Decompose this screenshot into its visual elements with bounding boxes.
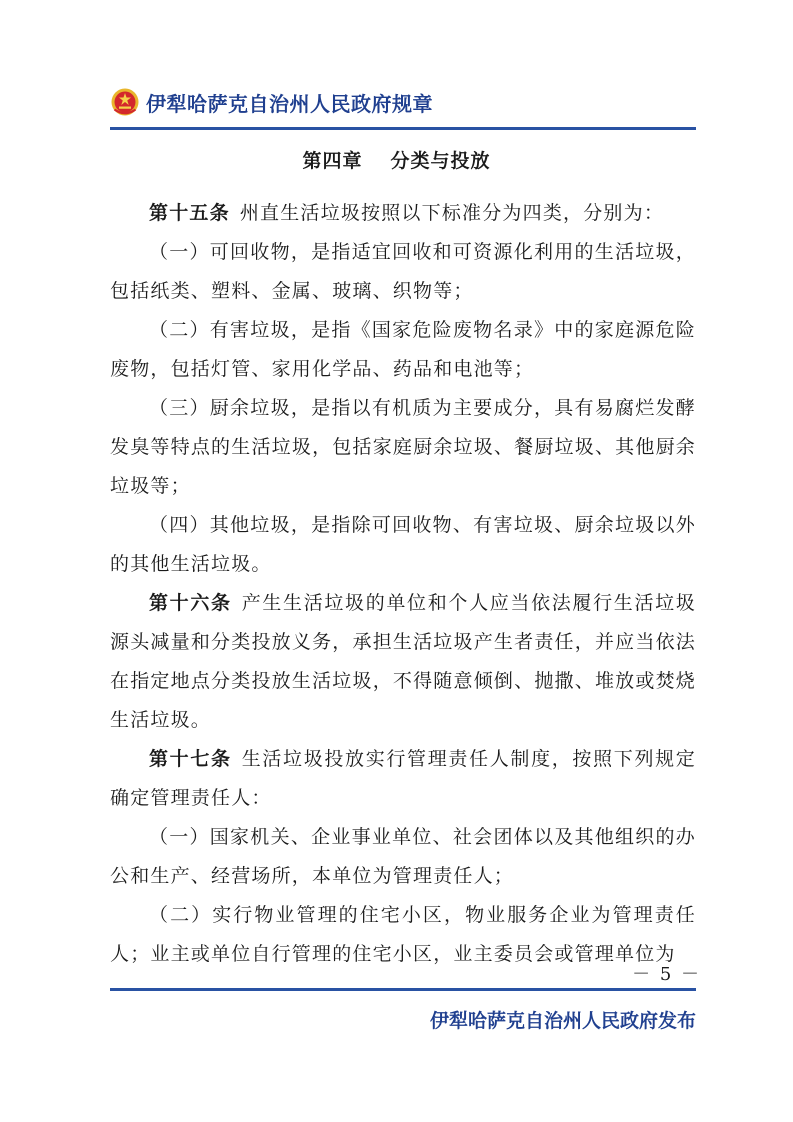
page-number: － 5 － [632,964,701,985]
header-title: 伊犁哈萨克自治州人民政府规章 [146,91,433,116]
paragraph-item-2 [110,311,696,389]
chapter-name: 分类与投放 [390,150,491,172]
paragraph-article-16 [110,584,696,740]
paragraph-text: 产生生活垃圾的单位和个人应当依法履行生活垃圾源头减量和分类投放义务，承担生活垃圾产生者责任，并应当依法在指定地点分类投放生活垃圾，不得随意倾倒、抛撒、堆放或焚烧生活垃圾。 [110,592,696,731]
paragraph-item-2 [110,896,696,974]
paragraph-text: （一）国家机关、企业事业单位、社会团体以及其他组织的办公和生产、经营场所，本单位为管理责任人； [110,826,696,887]
page-header [110,84,433,120]
paragraph-text: （二）有害垃圾，是指《国家危险废物名录》中的家庭源危险废物，包括灯管、家用化学品、药品和电池等； [110,319,696,380]
document-body [110,194,696,974]
footer-divider [110,988,696,991]
paragraph-text: 州直生活垃圾按照以下标准分为四类，分别为： [239,202,665,224]
paragraph-text: 生活垃圾投放实行管理责任人制度，按照下列规定确定管理责任人： [110,748,696,809]
paragraph-text: （三）厨余垃圾，是指以有机质为主要成分，具有易腐烂发酵发臭等特点的生活垃圾，包括家庭厨余垃圾、餐厨垃圾、其他厨余垃圾等； [110,397,696,497]
paragraph-article-15 [110,194,696,233]
national-emblem-icon [110,87,140,117]
article-number: 第十七条 [149,748,232,770]
chapter-number: 第四章 [302,150,363,172]
paragraph-article-17 [110,740,696,818]
chapter-title [0,146,793,173]
paragraph-item-3 [110,389,696,506]
paragraph-item-1 [110,818,696,896]
footer-title: 伊犁哈萨克自治州人民政府发布 [429,1010,696,1032]
header-divider [110,127,696,130]
paragraph-item-1 [110,233,696,311]
paragraph-item-4 [110,506,696,584]
paragraph-text: （四）其他垃圾，是指除可回收物、有害垃圾、厨余垃圾以外的其他生活垃圾。 [110,514,696,575]
paragraph-text: （二）实行物业管理的住宅小区，物业服务企业为管理责任人；业主或单位自行管理的住宅小区，业主委员会或管理单位为 [110,904,696,965]
article-number: 第十五条 [149,202,230,224]
paragraph-text: （一）可回收物，是指适宜回收和可资源化利用的生活垃圾，包括纸类、塑料、金属、玻璃、织物等； [110,241,696,302]
article-number: 第十六条 [149,592,232,614]
